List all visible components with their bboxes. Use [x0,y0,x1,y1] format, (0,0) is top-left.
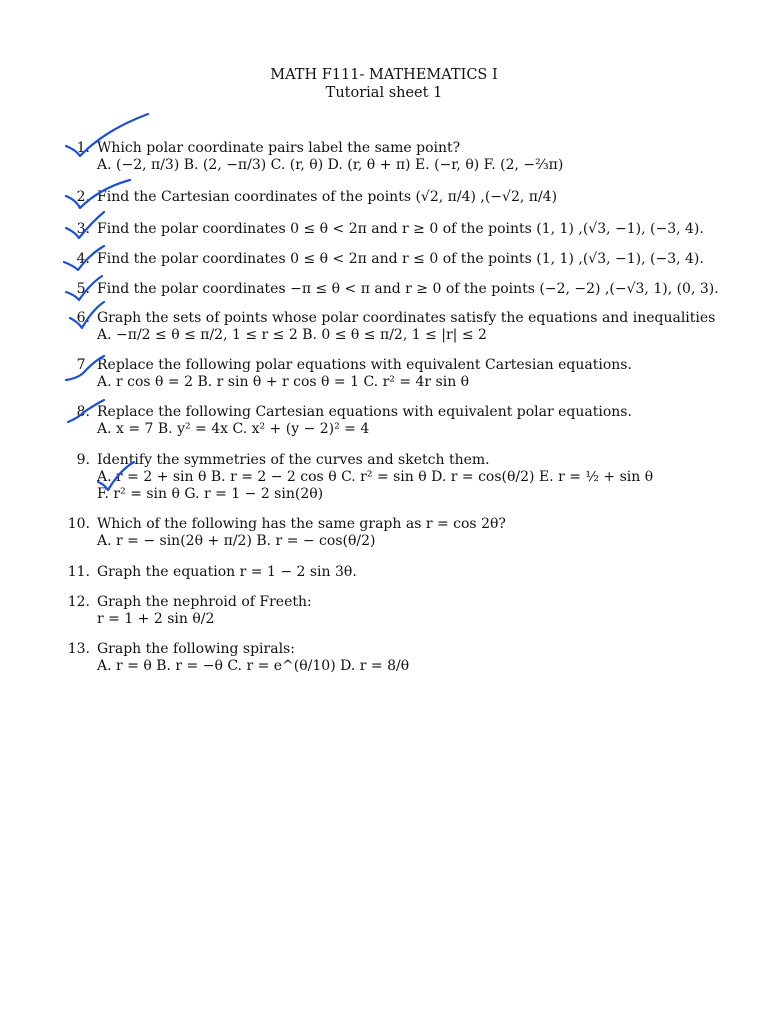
question-number: 2. [76,189,90,205]
sheet-subtitle: Tutorial sheet 1 [325,85,443,101]
question-number: 9. [76,452,90,468]
question-number: 3. [76,221,90,237]
question-number: 5. [76,281,90,297]
question-text: Graph the following spirals: [97,641,295,657]
question-options: A. (−2, π/3) B. (2, −π/3) C. (r, θ) D. (r, θ + π) E. (−r, θ) F. (2, −⅔π) [97,157,564,173]
question-text: Identify the symmetries of the curves and sketch them. [97,452,490,468]
question-number: 8. [76,404,90,420]
question-text: Graph the sets of points whose polar coordinates satisfy the equations and inequalities [97,310,716,326]
question-text: Which of the following has the same graph as r = cos 2θ? [97,516,506,532]
question-text: Find the polar coordinates −π ≤ θ < π and r ≥ 0 of the points (−2, −2) ,(−√3, 1), (0, 3). [97,281,719,297]
question-number: 10. [67,516,90,532]
question-options: A. −π/2 ≤ θ ≤ π/2, 1 ≤ r ≤ 2 B. 0 ≤ θ ≤ π/2, 1 ≤ |r| ≤ 2 [97,327,487,343]
question-options: F. r² = sin θ G. r = 1 − 2 sin(2θ) [97,486,324,502]
question-number: 11. [67,564,90,580]
question-options: A. r = θ B. r = −θ C. r = e^(θ/10) D. r = 8/θ [97,658,410,674]
question-text: Find the polar coordinates 0 ≤ θ < 2π and r ≤ 0 of the points (1, 1) ,(√3, −1), (−3, 4). [97,251,704,267]
question-text: Graph the equation r = 1 − 2 sin 3θ. [97,564,357,580]
sheet-header [0,66,768,102]
question-text: Replace the following polar equations with equivalent Cartesian equations. [97,357,632,373]
question-options: A. r = 2 + sin θ B. r = 2 − 2 cos θ C. r² = sin θ D. r = cos(θ/2) E. r = ½ + sin θ [97,469,654,485]
question-text: Which polar coordinate pairs label the same point? [97,140,461,156]
question-formula: r = 1 + 2 sin θ/2 [97,611,215,627]
question-number: 13. [67,641,90,657]
question-text: Graph the nephroid of Freeth: [97,594,312,610]
question-options: A. r = − sin(2θ + π/2) B. r = − cos(θ/2) [97,533,376,549]
question-text: Replace the following Cartesian equations with equivalent polar equations. [97,404,632,420]
question-number: 1. [76,140,90,156]
question-number: 7. [76,357,90,373]
question-options: A. x = 7 B. y² = 4x C. x² + (y − 2)² = 4 [97,421,370,437]
question-number: 12. [67,594,90,610]
question-text: Find the Cartesian coordinates of the points (√2, π/4) ,(−√2, π/4) [97,189,558,205]
question-number: 4. [76,251,90,267]
question-text: Find the polar coordinates 0 ≤ θ < 2π and r ≥ 0 of the points (1, 1) ,(√3, −1), (−3, 4). [97,221,704,237]
question-number: 6. [76,310,90,326]
course-title: MATH F111- MATHEMATICS I [270,67,498,83]
question-options: A. r cos θ = 2 B. r sin θ + r cos θ = 1 C. r² = 4r sin θ [97,374,470,390]
